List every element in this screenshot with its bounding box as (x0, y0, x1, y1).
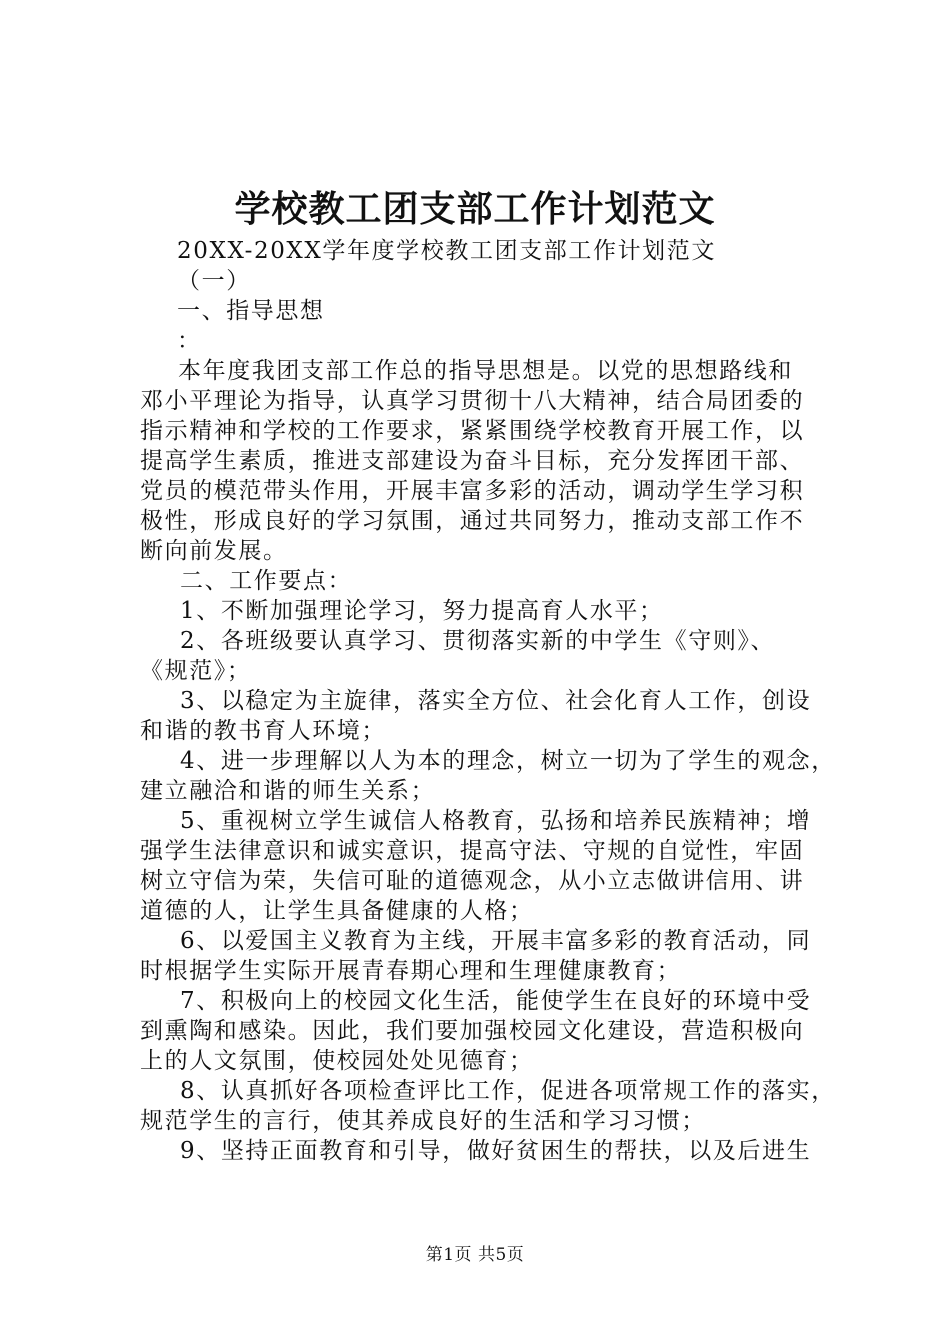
body-line: 极性，形成良好的学习氛围，通过共同努力，推动支部工作不 (140, 508, 805, 534)
body-line: 断向前发展。 (140, 538, 288, 564)
subtitle-line: 20XX-20XX学年度学校教工团支部工作计划范文 (177, 238, 716, 264)
document-body (140, 236, 836, 1166)
list-item: 8、认真抓好各项检查评比工作，促进各项常规工作的落实， (180, 1078, 836, 1104)
body-line: 上的人文氛围，使校园处处见德育； (140, 1048, 534, 1074)
body-line: 建立融洽和谐的师生关系； (140, 778, 436, 804)
body-line: 时根据学生实际开展青春期心理和生理健康教育； (140, 958, 682, 984)
page-number-footer: 第1页 共5页 (425, 1245, 525, 1265)
body-line: 到熏陶和感染。因此，我们要加强校园文化建设，营造积极向 (140, 1018, 805, 1044)
body-line: 和谐的教书育人环境； (140, 718, 386, 744)
body-line: 本年度我团支部工作总的指导思想是。以党的思想路线和 (178, 358, 793, 384)
section-heading: 一、指导思想 (177, 298, 325, 324)
body-line: ： (177, 328, 202, 354)
list-item: 1、不断加强理论学习，努力提高育人水平； (180, 598, 664, 624)
list-item: 5、重视树立学生诚信人格教育，弘扬和培养民族精神；增 (180, 808, 812, 834)
body-line: 道德的人，让学生具备健康的人格； (140, 898, 534, 924)
body-line: 强学生法律意识和诚实意识，提高守法、守规的自觉性，牢固 (140, 838, 805, 864)
list-item: 2、各班级要认真学习、贯彻落实新的中学生《守则》、 (180, 628, 776, 654)
list-item: 4、进一步理解以人为本的理念，树立一切为了学生的观念， (180, 748, 836, 774)
body-line: 规范学生的言行，使其养成良好的生活和学习习惯； (140, 1108, 706, 1134)
section-heading: 二、工作要点： (180, 568, 353, 594)
list-item: 7、积极向上的校园文化生活，能使学生在良好的环境中受 (180, 988, 812, 1014)
body-line: 《规范》； (140, 658, 252, 684)
document-title: 学校教工团支部工作计划范文 (234, 188, 716, 230)
list-item: 3、以稳定为主旋律，落实全方位、社会化育人工作，创设 (180, 688, 812, 714)
list-item: 6、以爱国主义教育为主线，开展丰富多彩的教育活动，同 (180, 928, 812, 954)
body-line: 党员的模范带头作用，开展丰富多彩的活动，调动学生学习积 (140, 478, 805, 504)
body-line: 树立守信为荣，失信可耻的道德观念，从小立志做讲信用、讲 (140, 868, 805, 894)
body-line: 提高学生素质，推进支部建设为奋斗目标，充分发挥团干部、 (140, 448, 805, 474)
list-item: 9、坚持正面教育和引导，做好贫困生的帮扶，以及后进生 (180, 1138, 812, 1164)
body-line: 邓小平理论为指导，认真学习贯彻十八大精神，结合局团委的 (140, 388, 805, 414)
body-line: （一） (177, 268, 251, 294)
body-line: 指示精神和学校的工作要求，紧紧围绕学校教育开展工作，以 (140, 418, 805, 444)
